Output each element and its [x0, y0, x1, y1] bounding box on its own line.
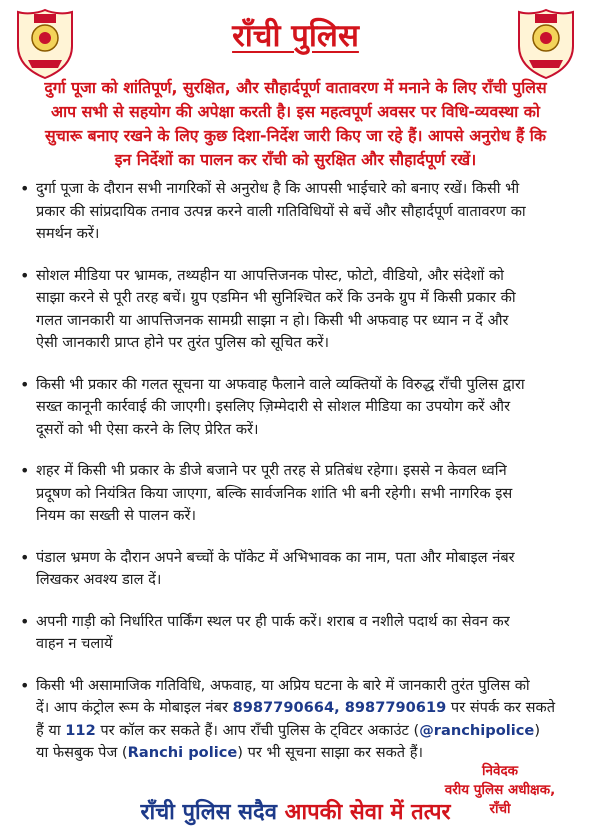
- guideline-item: [20, 547, 576, 592]
- contact-text: दें। आप कंट्रोल रूम के मोबाइल नंबर: [36, 699, 233, 716]
- signature-line: वरीय पुलिस अधीक्षक,: [444, 782, 556, 798]
- guideline-item: [20, 265, 576, 355]
- page-title: [0, 14, 591, 56]
- footer-tagline: [0, 796, 591, 826]
- guidelines-list: [20, 178, 576, 784]
- guideline-line: प्रदूषण को नियंत्रित किया जाएगा, बल्कि सार्वजनिक शांति भी बनी रहेगी। सभी नागरिक इस: [36, 484, 513, 502]
- intro-line: सुचारू बनाए रखने के लिए कुछ दिशा-निर्देश जारी किए जा रहे हैं। आपसे अनुरोध हैं कि: [45, 126, 546, 145]
- guideline-line: [36, 697, 576, 720]
- twitter-handle[interactable]: @ranchipolice: [419, 721, 535, 739]
- intro-line: आप सभी से सहयोग की अपेक्षा करती है। इस महत्वपूर्ण अवसर पर विधि-व्यवस्था को: [50, 102, 540, 121]
- contact-text: या फेसबुक पेज (: [36, 744, 128, 761]
- guideline-line: • पंडाल भ्रमण के दौरान अपने बच्चों के पॉकेट में अभिभावक का नाम, पता और मोबाइल नंबर: [36, 548, 515, 566]
- guideline-line: दूसरों को भी ऐसा करने के लिए प्रेरित करें।: [36, 420, 259, 438]
- contact-text: ) पर भी सूचना साझा कर सकते हैं।: [237, 744, 424, 761]
- guideline-item-contact: [20, 675, 576, 765]
- intro-paragraph: [12, 76, 579, 172]
- contact-text: हैं या: [36, 721, 66, 739]
- guideline-item: [20, 460, 576, 528]
- guideline-line: सख्त कानूनी कार्रवाई की जाएगी। इसलिए ज़िम्मेदारी से सोशल मीडिया का उपयोग करें और: [36, 398, 511, 415]
- footer-tagline-part2: आपकी सेवा में तत्पर: [284, 800, 451, 825]
- guideline-line: • सोशल मीडिया पर भ्रामक, तथ्यहीन या आपत्तिजनक पोस्ट, फोटो, वीडियो, और संदेशों को: [36, 266, 504, 284]
- guideline-item: [20, 374, 576, 442]
- contact-text: पर कॉल कर सकते हैं। आप राँची पुलिस के ट्विटर अकाउंट (: [95, 721, 420, 739]
- guideline-line: • किसी भी प्रकार की गलत सूचना या अफवाह फैलाने वाले व्यक्तियों के विरुद्ध राँची पुलिस द्वारा: [36, 375, 525, 393]
- intro-line: दुर्गा पूजा को शांतिपूर्ण, सुरक्षित, और सौहार्दपूर्ण वातावरण में मनाने के लिए राँची पुलिस: [44, 78, 547, 97]
- guideline-line: • दुर्गा पूजा के दौरान सभी नागरिकों से अनुरोध है कि आपसी भाईचारे को बनाए रखें। किसी भी: [36, 180, 520, 197]
- intro-line: इन निर्देशों का पालन कर राँची को सुरक्षित और सौहार्दपूर्ण रखें।: [114, 150, 477, 169]
- emergency-number[interactable]: 112: [65, 721, 96, 739]
- guideline-line: • अपनी गाड़ी को निर्धारित पार्किंग स्थल पर ही पार्क करें। शराब व नशीले पदार्थ का सेवन कर: [36, 612, 510, 630]
- signature-line: राँची: [489, 801, 511, 817]
- guideline-item: [20, 611, 576, 656]
- page-title-text: राँची पुलिस: [232, 18, 359, 54]
- contact-text: ): [534, 721, 541, 739]
- guideline-line: वाहन न चलायें: [36, 635, 113, 652]
- guideline-line: • शहर में किसी भी प्रकार के डीजे बजाने पर पूरी तरह से प्रतिबंध रहेगा। इससे न केवल ध्वनि: [36, 462, 507, 479]
- guideline-line: समर्थन करें।: [36, 225, 100, 242]
- signature-line: निवेदक: [481, 763, 519, 779]
- facebook-page[interactable]: Ranchi police: [127, 744, 238, 761]
- footer-tagline-part1: राँची पुलिस सदैव: [140, 800, 285, 825]
- guideline-line: ऐसी जानकारी प्राप्त होने पर तुरंत पुलिस को सूचित करें।: [36, 334, 330, 351]
- guideline-line: गलत जानकारी या आपत्तिजनक सामग्री साझा न हो। किसी भी अफवाह पर ध्यान न दें और: [36, 311, 509, 329]
- guideline-line: प्रकार की सांप्रदायिक तनाव उत्पन्न करने वाली गतिविधियों से बचें और सौहार्दपूर्ण वातावरण का: [36, 202, 526, 220]
- guideline-line: नियम का सख्ती से पालन करें।: [36, 507, 197, 524]
- guideline-line: साझा करने से पूरी तरह बचें। ग्रुप एडमिन भी सुनिश्चित करें कि उनके ग्रुप में किसी प्रकार की: [36, 289, 516, 306]
- guideline-item: [20, 178, 576, 246]
- guideline-line: लिखकर अवश्य डाल दें।: [36, 571, 162, 588]
- control-room-phone-numbers[interactable]: 8987790664, 8987790619: [232, 699, 447, 716]
- guideline-line: [36, 720, 576, 743]
- guideline-line: • किसी भी असामाजिक गतिविधि, अफवाह, या अप्रिय घटना के बारे में जानकारी तुरंत पुलिस को: [36, 676, 530, 694]
- contact-text: पर संपर्क कर सकते: [446, 699, 556, 716]
